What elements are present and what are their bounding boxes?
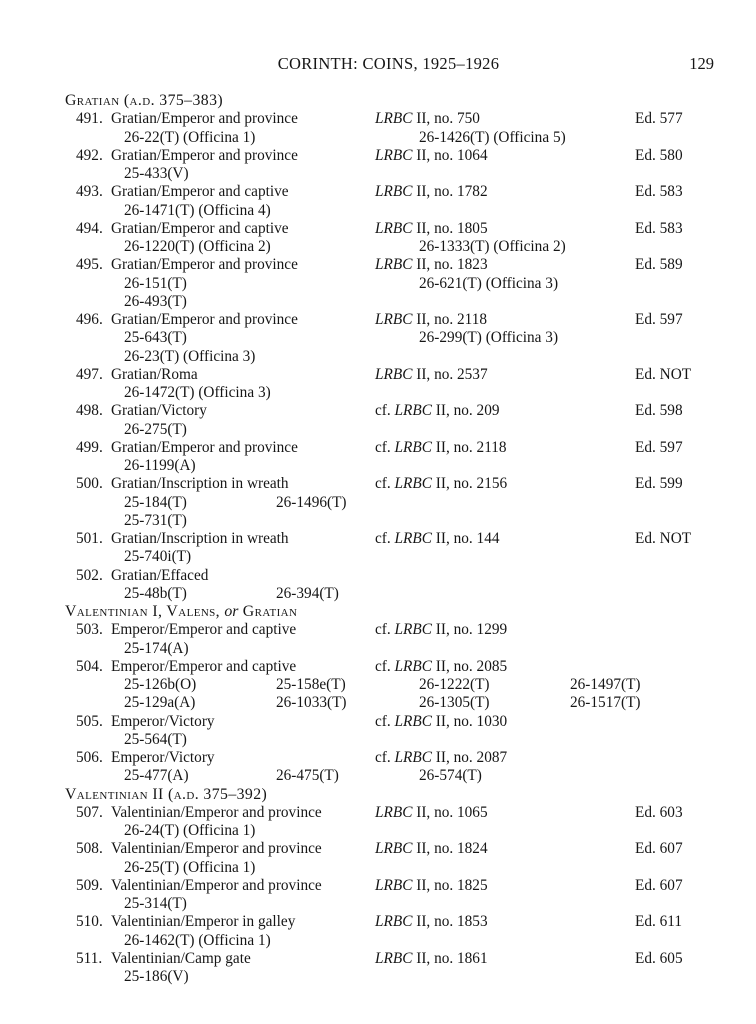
entry-specimens-line: [0, 329, 756, 347]
entry-specimens-line: [0, 384, 756, 402]
entry-specimens-line: [0, 548, 756, 566]
entry-description: Gratian/Inscription in wreath: [111, 530, 289, 547]
entry-number: 507.: [76, 803, 103, 821]
entry-description: Gratian/Emperor and province: [111, 311, 298, 328]
entry-description: Valentinian/Emperor and province: [111, 803, 322, 821]
coin-inventory-id: 25-126b(O): [124, 676, 197, 693]
entry-reference: cf. LRBC II, no. 209: [375, 402, 500, 420]
coin-inventory-id: 26-299(T) (Officina 3): [419, 329, 559, 347]
lrbc-abbreviation: LRBC: [394, 712, 432, 730]
entry-specimens-line: [0, 731, 756, 749]
entry-specimens-line: [0, 421, 756, 439]
coin-inventory-id: 26-475(T): [276, 767, 339, 785]
coin-inventory-id: 26-275(T): [124, 420, 187, 438]
heading-text: Valentinian I, Valens,: [65, 603, 225, 620]
lrbc-abbreviation: LRBC: [375, 803, 413, 821]
entry-description: Gratian/Emperor and captive: [111, 219, 289, 237]
entry-specimens-line: [0, 129, 756, 147]
heading-text: Gratian (a.d. 375–383): [65, 92, 224, 109]
entry-specimens-line: [0, 165, 756, 183]
coin-inventory-id: 26-25(T) (Officina 1): [124, 858, 256, 876]
coin-inventory-id: 26-1462(T) (Officina 1): [124, 931, 271, 949]
lrbc-abbreviation: LRBC: [375, 183, 413, 201]
lrbc-abbreviation: LRBC: [375, 219, 413, 237]
coin-inventory-id: 26-1497(T): [570, 676, 641, 693]
lrbc-abbreviation: LRBC: [375, 949, 413, 967]
entry-number: 497.: [76, 365, 103, 383]
entry-description: Gratian/Emperor and province: [111, 438, 298, 456]
edition-reference: Ed. NOT: [635, 365, 692, 383]
entry-specimens-line: [0, 822, 756, 840]
entry-number: 496.: [76, 311, 103, 328]
coin-inventory-id: 25-314(T): [124, 895, 187, 912]
lrbc-abbreviation: LRBC: [394, 475, 432, 493]
coin-inventory-id: 26-1222(T): [419, 676, 490, 693]
entry-description: Valentinian/Emperor in galley: [111, 913, 296, 931]
entry-number: 501.: [76, 530, 103, 547]
catalog-entry-line: [0, 567, 756, 585]
coin-inventory-id: 26-574(T): [419, 767, 482, 785]
entry-specimens-line: [0, 585, 756, 603]
entry-description: Gratian/Emperor and captive: [111, 183, 289, 201]
coin-inventory-id: 26-1472(T) (Officina 3): [124, 384, 271, 401]
coin-inventory-id: 26-394(T): [276, 584, 339, 602]
edition-reference: Ed. 598: [635, 402, 683, 420]
entry-description: Valentinian/Emperor and province: [111, 840, 322, 858]
running-head-title: CORINTH: COINS, 1925–1926: [277, 54, 500, 73]
entry-reference: cf. LRBC II, no. 2087: [375, 749, 508, 766]
coin-inventory-id: 25-643(T): [124, 329, 187, 347]
coin-inventory-id: 25-184(T): [124, 493, 187, 511]
lrbc-abbreviation: LRBC: [394, 749, 432, 766]
entry-specimens-line: [0, 512, 756, 530]
catalog-entry-line: [0, 840, 756, 858]
entry-specimens-line: [0, 293, 756, 311]
heading-conjunction: or: [224, 603, 239, 620]
entry-number: 492.: [76, 146, 103, 164]
catalog-entry-line: [0, 475, 756, 493]
coin-inventory-id: 25-48b(T): [124, 584, 187, 602]
entry-number: 491.: [76, 110, 103, 128]
lrbc-abbreviation: LRBC: [394, 402, 432, 420]
lrbc-abbreviation: LRBC: [375, 146, 413, 164]
coin-catalog: [0, 92, 756, 986]
catalog-entry-line: [0, 877, 756, 895]
entry-description: Emperor/Emperor and captive: [111, 621, 297, 639]
entry-reference: LRBC II, no. 1853: [375, 913, 488, 931]
coin-inventory-id: 26-1426(T) (Officina 5): [419, 128, 566, 146]
edition-reference: Ed. 583: [635, 219, 683, 237]
lrbc-abbreviation: LRBC: [375, 110, 413, 128]
catalog-entry-line: [0, 621, 756, 639]
entry-reference: LRBC II, no. 1861: [375, 949, 488, 967]
entry-reference: LRBC II, no. 1824: [375, 840, 488, 858]
entry-reference: LRBC II, no. 1825: [375, 876, 488, 894]
lrbc-abbreviation: LRBC: [375, 256, 413, 274]
coin-inventory-id: 26-1517(T): [570, 694, 641, 712]
lrbc-abbreviation: LRBC: [375, 840, 413, 858]
entry-number: 508.: [76, 840, 103, 858]
entry-number: 502.: [76, 566, 103, 584]
section-heading: [0, 603, 756, 621]
entry-specimens-line: [0, 457, 756, 475]
coin-inventory-id: 26-1199(A): [124, 457, 196, 474]
entry-reference: LRBC II, no. 1823: [375, 256, 488, 274]
entry-reference: LRBC II, no. 750: [375, 110, 480, 128]
entry-number: 495.: [76, 256, 103, 274]
coin-inventory-id: 26-22(T) (Officina 1): [124, 128, 256, 146]
entry-number: 510.: [76, 913, 103, 931]
entry-description: Gratian/Victory: [111, 402, 207, 420]
coin-inventory-id: 26-1496(T): [276, 493, 347, 511]
entry-description: Gratian/Emperor and province: [111, 146, 298, 164]
catalog-entry-line: [0, 439, 756, 457]
edition-reference: Ed. 599: [635, 475, 683, 493]
entry-description: Valentinian/Camp gate: [111, 949, 251, 967]
entry-reference: LRBC II, no. 1065: [375, 803, 488, 821]
entry-number: 504.: [76, 657, 103, 675]
heading-text: Gratian: [238, 603, 298, 620]
entry-reference: cf. LRBC II, no. 2085: [375, 657, 508, 675]
entry-specimens-line: [0, 968, 756, 986]
coin-inventory-id: 25-564(T): [124, 730, 187, 748]
catalog-entry-line: [0, 658, 756, 676]
edition-reference: Ed. 611: [635, 913, 683, 931]
entry-description: Gratian/Inscription in wreath: [111, 475, 289, 493]
edition-reference: Ed. 580: [635, 146, 683, 164]
section-heading: [0, 786, 756, 804]
catalog-entry-line: [0, 366, 756, 384]
catalog-entry-line: [0, 530, 756, 548]
edition-reference: Ed. NOT: [635, 530, 692, 547]
catalog-entry-line: [0, 256, 756, 274]
catalog-entry-line: [0, 950, 756, 968]
catalog-entry-line: [0, 147, 756, 165]
entry-number: 499.: [76, 438, 103, 456]
edition-reference: Ed. 583: [635, 183, 683, 201]
coin-inventory-id: 26-1333(T) (Officina 2): [419, 238, 566, 255]
entry-number: 511.: [76, 949, 103, 967]
heading-text: Valentinian II (a.d. 375–392): [65, 785, 268, 803]
coin-inventory-id: 25-433(V): [124, 165, 189, 182]
entry-specimens-line: [0, 859, 756, 877]
catalog-entry-line: [0, 713, 756, 731]
entry-specimens-line: [0, 202, 756, 220]
coin-inventory-id: 25-174(A): [124, 639, 189, 657]
edition-reference: Ed. 597: [635, 311, 683, 328]
catalog-entry-line: [0, 913, 756, 931]
entry-number: 494.: [76, 219, 103, 237]
entry-number: 493.: [76, 183, 103, 201]
lrbc-abbreviation: LRBC: [375, 311, 413, 328]
coin-inventory-id: 25-731(T): [124, 511, 187, 529]
entry-description: Valentinian/Emperor and province: [111, 876, 322, 894]
coin-inventory-id: 25-186(V): [124, 968, 189, 985]
edition-reference: Ed. 603: [635, 803, 683, 821]
coin-inventory-id: 25-740i(T): [124, 548, 192, 566]
entry-reference: LRBC II, no. 1064: [375, 146, 488, 164]
edition-reference: Ed. 577: [635, 110, 683, 128]
coin-inventory-id: 26-1471(T) (Officina 4): [124, 201, 271, 219]
entry-reference: cf. LRBC II, no. 2156: [375, 475, 508, 493]
entry-specimens-line: [0, 767, 756, 785]
lrbc-abbreviation: LRBC: [394, 530, 432, 547]
coin-inventory-id: 26-493(T): [124, 292, 187, 310]
entry-description: Gratian/Emperor and province: [111, 110, 298, 128]
coin-inventory-id: 26-151(T): [124, 274, 187, 292]
coin-inventory-id: 26-621(T) (Officina 3): [419, 274, 559, 292]
entry-number: 509.: [76, 876, 103, 894]
entry-specimens-line: [0, 932, 756, 950]
entry-number: 505.: [76, 712, 103, 730]
edition-reference: Ed. 589: [635, 256, 683, 274]
lrbc-abbreviation: LRBC: [394, 621, 432, 639]
entry-specimens-line: [0, 348, 756, 366]
entry-description: Emperor/Victory: [111, 712, 215, 730]
catalog-entry-line: [0, 749, 756, 767]
coin-inventory-id: 26-1220(T) (Officina 2): [124, 238, 271, 255]
entry-reference: cf. LRBC II, no. 1030: [375, 712, 508, 730]
lrbc-abbreviation: LRBC: [375, 365, 413, 383]
catalog-entry-line: [0, 804, 756, 822]
coin-inventory-id: 26-23(T) (Officina 3): [124, 347, 256, 365]
edition-reference: Ed. 607: [635, 840, 683, 858]
entry-specimens-line: [0, 238, 756, 256]
entry-reference: LRBC II, no. 1805: [375, 219, 488, 237]
catalog-entry-line: [0, 220, 756, 238]
entry-specimens-line: [0, 640, 756, 658]
edition-reference: Ed. 607: [635, 876, 683, 894]
catalog-entry-line: [0, 183, 756, 201]
coin-inventory-id: 25-158e(T): [276, 676, 346, 693]
page-number: 129: [689, 54, 714, 73]
entry-reference: LRBC II, no. 2118: [375, 311, 488, 328]
entry-reference: cf. LRBC II, no. 2118: [375, 438, 507, 456]
coin-inventory-id: 26-1305(T): [419, 694, 490, 712]
entry-reference: cf. LRBC II, no. 144: [375, 530, 500, 547]
entry-description: Emperor/Victory: [111, 749, 215, 766]
entry-description: Gratian/Roma: [111, 365, 198, 383]
entry-description: Gratian/Emperor and province: [111, 256, 298, 274]
entry-specimens-line: [0, 676, 756, 694]
catalog-entry-line: [0, 402, 756, 420]
coin-inventory-id: 25-129a(A): [124, 694, 196, 712]
entry-reference: LRBC II, no. 1782: [375, 183, 488, 201]
entry-description: Emperor/Emperor and captive: [111, 657, 297, 675]
lrbc-abbreviation: LRBC: [394, 438, 432, 456]
entry-description: Gratian/Effaced: [111, 566, 209, 584]
entry-reference: cf. LRBC II, no. 1299: [375, 621, 508, 639]
lrbc-abbreviation: LRBC: [375, 913, 413, 931]
lrbc-abbreviation: LRBC: [375, 876, 413, 894]
catalog-entry-line: [0, 110, 756, 128]
coin-inventory-id: 25-477(A): [124, 767, 189, 785]
entry-reference: LRBC II, no. 2537: [375, 365, 488, 383]
entry-number: 498.: [76, 402, 103, 420]
entry-number: 503.: [76, 621, 103, 639]
edition-reference: Ed. 605: [635, 949, 683, 967]
coin-inventory-id: 26-24(T) (Officina 1): [124, 822, 256, 839]
entry-specimens-line: [0, 895, 756, 913]
catalog-entry-line: [0, 311, 756, 329]
coin-inventory-id: 26-1033(T): [276, 694, 347, 712]
entry-number: 506.: [76, 749, 103, 766]
entry-number: 500.: [76, 475, 103, 493]
entry-specimens-line: [0, 494, 756, 512]
entry-specimens-line: [0, 694, 756, 712]
entry-specimens-line: [0, 275, 756, 293]
edition-reference: Ed. 597: [635, 438, 683, 456]
section-heading: [0, 92, 756, 110]
lrbc-abbreviation: LRBC: [394, 657, 432, 675]
